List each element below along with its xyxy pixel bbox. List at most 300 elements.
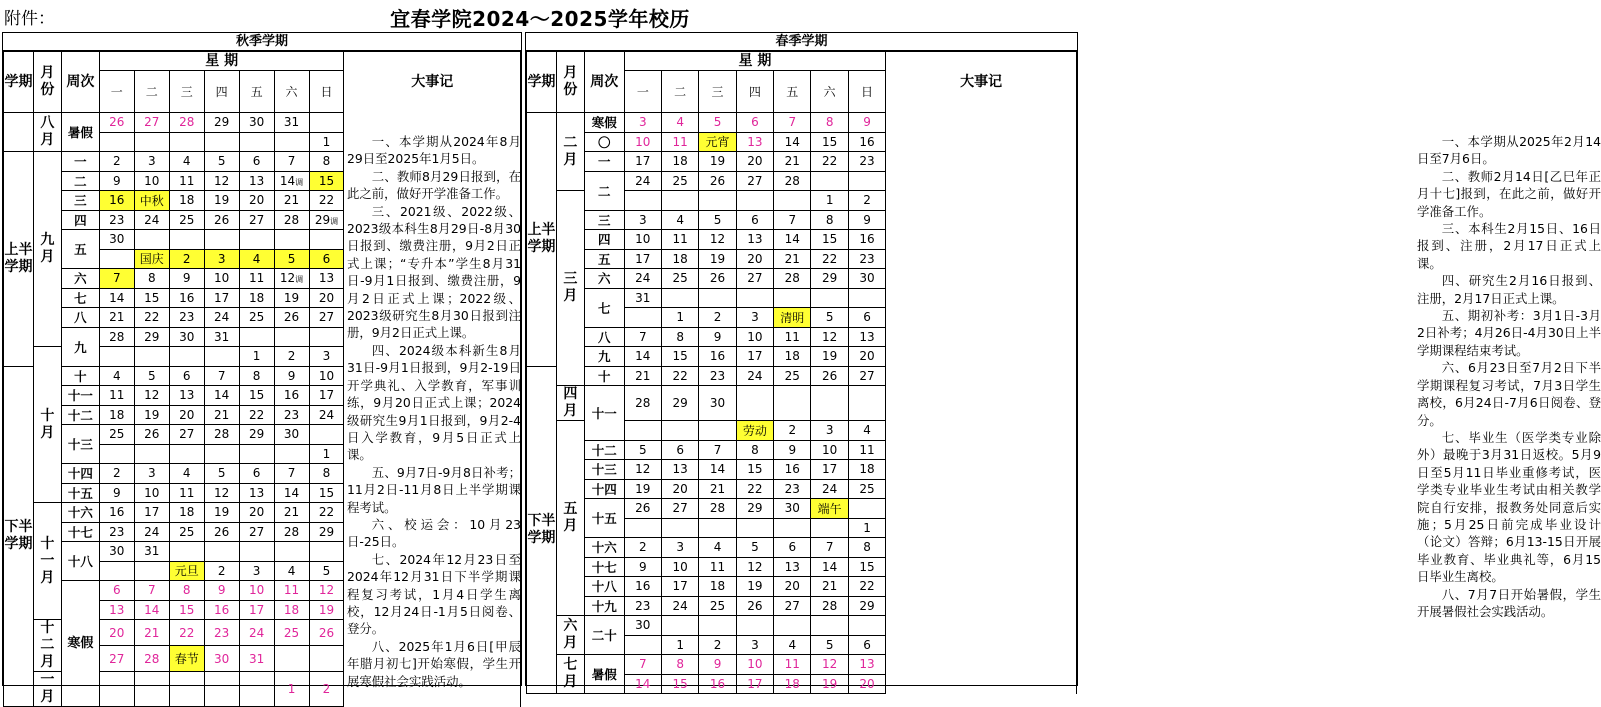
day-cell	[204, 483, 239, 503]
event-item: 六、校运会：10月23日-25日。	[347, 516, 521, 550]
day-number: 5	[713, 212, 722, 227]
day-number: 元旦	[174, 564, 199, 579]
day-cell	[811, 421, 848, 441]
event-item: 四、2024级本科新生8月31日-9月1日报到，9月2-19日开学典礼、入学教育，军事训练，9月20日正式上课；2024级研究生9月1日报到，9月2-4日入学教育，9月5日正式上课。	[347, 342, 521, 463]
day-number: 11	[784, 329, 800, 344]
day-cell	[848, 655, 885, 675]
month-cell: 八月	[33, 113, 61, 152]
day-number: 3	[147, 154, 156, 169]
day-cell	[134, 113, 169, 133]
week-number-cell: 九	[584, 347, 624, 367]
day-number: 10	[747, 657, 763, 672]
day-number: 4	[788, 637, 797, 652]
events-header: 大事记	[344, 52, 521, 113]
day-cell	[774, 171, 811, 191]
day-cell	[661, 249, 698, 269]
calendar-row	[527, 366, 1077, 386]
empty-day-cell	[624, 635, 661, 655]
day-number: 12	[279, 271, 296, 286]
day-number: 1	[863, 520, 871, 535]
day-cell	[736, 327, 773, 347]
day-cell	[661, 308, 698, 328]
day-number: 13	[747, 134, 763, 149]
day-number: 11	[283, 583, 300, 598]
day-number: 2	[112, 154, 121, 169]
day-number: 3	[825, 423, 834, 438]
events-column-cell	[886, 308, 1077, 328]
calendar-row	[4, 113, 521, 133]
day-cell	[169, 600, 204, 620]
day-number: 25	[709, 598, 726, 613]
events-column-cell	[886, 288, 1077, 308]
day-cell	[661, 171, 698, 191]
day-number: 21	[635, 368, 651, 383]
day-cell	[848, 132, 885, 152]
week-number-cell: 四	[584, 230, 624, 250]
day-number: 7	[713, 442, 722, 457]
day-cell	[736, 171, 773, 191]
day-number: 11	[179, 173, 195, 188]
day-cell	[99, 308, 134, 328]
day-number: 23	[709, 368, 726, 383]
day-number: 13	[109, 602, 125, 617]
weekday-header: 六	[274, 71, 309, 113]
empty-day-cell	[274, 132, 309, 152]
empty-day-cell	[661, 288, 698, 308]
day-number: 23	[214, 625, 230, 640]
day-number: 24	[248, 625, 265, 640]
day-number: 29	[248, 427, 265, 442]
day-cell	[699, 440, 736, 460]
day-number: 19	[747, 579, 763, 594]
day-number: 21	[822, 579, 838, 594]
day-number: 22	[144, 310, 160, 325]
day-cell	[204, 171, 239, 191]
day-number: 16	[283, 388, 300, 403]
day-cell	[274, 464, 309, 484]
empty-day-cell	[811, 518, 848, 538]
weekday-header: 日	[848, 71, 885, 113]
day-cell	[309, 672, 344, 707]
month-header: 月份	[33, 52, 61, 113]
day-cell	[811, 152, 848, 172]
day-number: 24	[214, 310, 230, 325]
day-number: 22	[318, 505, 335, 520]
day-number: 26	[709, 173, 726, 188]
day-number: 国庆	[139, 252, 164, 267]
day-number: 11	[672, 232, 688, 247]
events-column-cell	[344, 113, 521, 133]
day-number: 22	[859, 579, 875, 594]
autumn-semester-panel	[2, 32, 522, 705]
day-cell	[624, 479, 661, 499]
day-cell	[811, 655, 848, 675]
day-number: 27	[784, 598, 800, 613]
day-number: 14	[784, 232, 800, 247]
autumn-semester-title: 秋季学期	[3, 33, 521, 51]
day-cell	[661, 596, 698, 616]
empty-day-cell	[204, 672, 239, 707]
day-cell	[848, 674, 885, 694]
empty-day-cell	[134, 347, 169, 367]
day-cell	[274, 561, 309, 581]
semester-header: 学期	[4, 52, 34, 113]
week-number-cell: 十六	[61, 503, 99, 523]
week-number-cell: 五	[584, 249, 624, 269]
day-number: 8	[751, 442, 759, 457]
day-number: 25	[179, 212, 195, 227]
event-item: 三、本科生2月15日、16日报到、注册，2月17日正式上课。	[1417, 221, 1601, 271]
day-number: 6	[863, 310, 871, 325]
day-cell	[99, 366, 134, 386]
week-number-cell: 十八	[61, 542, 99, 581]
empty-day-cell	[204, 444, 239, 464]
empty-day-cell	[239, 327, 274, 347]
day-number: 24	[144, 212, 160, 227]
day-number: 15	[672, 676, 688, 691]
autumn-events-text	[347, 133, 521, 690]
week-number-cell: 十二	[61, 405, 99, 425]
day-number: 2	[287, 349, 296, 364]
day-cell	[699, 635, 736, 655]
calendar-row	[527, 499, 1077, 519]
day-number: 13	[179, 388, 195, 403]
weekday-header: 六	[811, 71, 848, 113]
day-number: 3	[639, 212, 647, 227]
day-number: 21	[784, 251, 800, 266]
events-column-cell	[886, 269, 1077, 289]
day-cell	[169, 366, 204, 386]
event-item: 三、2021级、2022级、2023级本科生8月29日-8月30日报到、缴费注册，9月2日正式上课；“专升本”学生8月31日-9月1日报到、缴费注册，9月2日正式上课；2022级、2023级研究生8月30日报到注册，9月2日正式上课。	[347, 203, 521, 341]
empty-day-cell	[169, 347, 204, 367]
empty-day-cell	[169, 672, 204, 707]
week-number-cell: 五	[61, 230, 99, 269]
day-cell	[274, 366, 309, 386]
day-cell	[848, 518, 885, 538]
day-number: 12	[635, 462, 651, 477]
day-cell	[274, 152, 309, 172]
day-number: 19	[214, 193, 230, 208]
day-number: 26	[214, 524, 230, 539]
empty-day-cell	[736, 518, 773, 538]
day-cell	[811, 635, 848, 655]
week-number-cell: 十三	[61, 425, 99, 464]
day-number: 20	[784, 579, 800, 594]
empty-day-cell	[774, 616, 811, 636]
calendar-row	[527, 347, 1077, 367]
day-cell	[309, 503, 344, 523]
day-number: 17	[635, 251, 651, 266]
day-number: 16	[784, 462, 800, 477]
day-cell	[736, 460, 773, 480]
day-cell	[661, 674, 698, 694]
week-number-cell: 十四	[584, 479, 624, 499]
day-cell	[774, 479, 811, 499]
day-cell	[661, 499, 698, 519]
day-number: 12	[747, 559, 763, 574]
event-item: 二、教师8月29日报到，在此之前，做好开学准备工作。	[347, 168, 521, 202]
day-cell	[99, 230, 134, 250]
day-cell	[736, 674, 773, 694]
day-cell	[274, 347, 309, 367]
empty-day-cell	[99, 249, 134, 269]
day-number: 14	[283, 485, 300, 500]
day-number: 7	[112, 271, 121, 286]
day-number: 12	[822, 329, 838, 344]
empty-day-cell	[848, 499, 885, 519]
day-cell	[239, 171, 274, 191]
day-number: 17	[747, 349, 763, 364]
day-cell	[169, 405, 204, 425]
empty-day-cell	[736, 191, 773, 211]
day-number: 20	[248, 193, 265, 208]
day-cell	[848, 327, 885, 347]
empty-day-cell	[811, 616, 848, 636]
day-number: 28	[784, 173, 800, 188]
day-number: 3	[217, 251, 226, 266]
day-cell	[309, 405, 344, 425]
day-cell	[624, 327, 661, 347]
event-item: 四、研究生2月16日报到、注册，2月17日正式上课。	[1417, 273, 1601, 306]
day-cell	[309, 308, 344, 328]
day-number: 23	[859, 251, 875, 266]
week-number-cell: 八	[61, 308, 99, 328]
day-cell	[99, 171, 134, 191]
day-cell	[274, 672, 309, 707]
day-cell	[811, 347, 848, 367]
day-number: 6	[788, 540, 797, 555]
week-number-cell: 十	[61, 366, 99, 386]
weekday-header: 四	[204, 71, 239, 113]
empty-day-cell	[661, 616, 698, 636]
day-number: 21	[283, 193, 300, 208]
empty-day-cell	[134, 132, 169, 152]
day-cell	[811, 132, 848, 152]
day-number: 21	[144, 625, 160, 640]
day-cell	[239, 288, 274, 308]
day-number: 19	[822, 676, 838, 691]
day-number: 2	[322, 682, 331, 696]
events-header: 大事记	[886, 52, 1077, 113]
day-number: 2	[182, 251, 191, 266]
day-number: 19	[709, 154, 726, 169]
day-number: 4	[182, 154, 191, 169]
week-number-cell: 十	[584, 366, 624, 386]
day-number: 26	[144, 427, 160, 442]
day-cell	[736, 366, 773, 386]
adjusted-day-note: 调	[330, 216, 339, 226]
empty-day-cell	[134, 672, 169, 707]
day-cell	[169, 288, 204, 308]
day-number: 7	[788, 115, 797, 130]
events-column-cell	[886, 460, 1077, 480]
day-cell	[309, 347, 344, 367]
day-number: 6	[676, 442, 684, 457]
events-column-cell	[886, 386, 1077, 421]
day-number: 19	[822, 349, 838, 364]
day-number: 20	[859, 349, 875, 364]
day-cell	[204, 503, 239, 523]
day-number: 16	[709, 349, 726, 364]
day-cell	[239, 308, 274, 328]
day-cell	[699, 577, 736, 597]
day-number: 7	[825, 540, 834, 555]
day-cell	[661, 655, 698, 675]
day-number: 中秋	[139, 193, 164, 208]
day-number: 7	[147, 583, 156, 598]
day-cell	[774, 347, 811, 367]
day-cell	[134, 210, 169, 230]
day-cell	[699, 308, 736, 328]
semester-half-cell: 上半学期	[4, 152, 34, 367]
day-number: 17	[672, 579, 688, 594]
day-cell	[811, 327, 848, 347]
day-number: 5	[147, 368, 156, 383]
day-cell	[99, 386, 134, 406]
weekday-header: 一	[624, 71, 661, 113]
day-number: 25	[672, 271, 688, 286]
day-cell	[624, 113, 661, 133]
day-cell	[99, 288, 134, 308]
day-number: 30	[859, 271, 875, 286]
day-number: 24	[318, 407, 335, 422]
day-number: 28	[635, 396, 651, 410]
spring-calendar-table	[526, 51, 1077, 694]
empty-day-cell	[99, 561, 134, 581]
day-number: 15	[822, 134, 838, 149]
day-cell	[699, 327, 736, 347]
week-number-cell: 十三	[584, 460, 624, 480]
day-cell	[661, 557, 698, 577]
empty-day-cell	[99, 444, 134, 464]
day-cell	[239, 269, 274, 289]
day-number: 15	[144, 290, 160, 305]
adjusted-day-note: 调	[295, 177, 304, 187]
month-cell: 六月	[556, 616, 584, 655]
day-cell	[624, 249, 661, 269]
day-cell	[309, 191, 344, 211]
day-number: 19	[283, 290, 300, 305]
day-number: 1	[252, 349, 261, 364]
events-column-cell	[886, 616, 1077, 636]
day-cell	[204, 288, 239, 308]
day-number: 27	[109, 651, 125, 666]
day-cell	[309, 522, 344, 542]
day-cell	[624, 347, 661, 367]
events-column-cell	[886, 249, 1077, 269]
day-number: 9	[788, 442, 797, 457]
day-cell	[204, 522, 239, 542]
day-cell	[848, 479, 885, 499]
day-number: 23	[635, 598, 651, 613]
empty-day-cell	[134, 561, 169, 581]
day-cell	[204, 113, 239, 133]
day-number: 14	[635, 676, 651, 691]
day-cell	[134, 425, 169, 445]
day-cell	[811, 499, 848, 519]
empty-day-cell	[309, 542, 344, 562]
day-number: 13	[248, 173, 265, 188]
day-number: 28	[822, 598, 838, 613]
weekday-header: 日	[309, 71, 344, 113]
day-number: 8	[863, 540, 871, 555]
month-cell: 十二月	[33, 620, 61, 672]
event-item: 六、6月23日至7月2日下半学期课程复习考试，7月3日学生离校，6月24日-7月6日阅卷、登分。	[1417, 360, 1601, 428]
day-number: 16	[635, 579, 651, 594]
day-number: 26	[214, 212, 230, 227]
day-cell	[848, 421, 885, 441]
day-cell	[699, 479, 736, 499]
day-cell	[848, 269, 885, 289]
empty-day-cell	[661, 518, 698, 538]
week-number-cell: 四	[61, 210, 99, 230]
day-cell	[774, 210, 811, 230]
day-cell	[699, 347, 736, 367]
event-item: 八、2025年1月6日[甲辰年腊月初七]开始寒假，学生开展寒假社会实践活动。	[347, 638, 521, 689]
day-number: 27	[859, 368, 875, 383]
day-number: 1	[676, 637, 684, 652]
empty-day-cell	[169, 132, 204, 152]
day-cell	[99, 620, 134, 646]
day-number: 22	[822, 251, 838, 266]
semester-half-cell: 下半学期	[4, 366, 34, 707]
week-number-cell: 暑假	[61, 113, 99, 152]
calendar-row	[527, 210, 1077, 230]
week-number-cell: 十六	[584, 538, 624, 558]
day-number: 29	[214, 115, 230, 130]
day-cell	[309, 366, 344, 386]
day-cell	[134, 503, 169, 523]
day-cell	[239, 386, 274, 406]
day-cell	[624, 386, 661, 421]
events-column-cell	[886, 421, 1077, 441]
day-number: 4	[182, 466, 191, 481]
calendar-row	[527, 152, 1077, 172]
day-cell	[169, 308, 204, 328]
day-number: 12	[709, 232, 726, 247]
day-cell	[848, 460, 885, 480]
calendar-row	[527, 460, 1077, 480]
day-cell	[239, 646, 274, 672]
day-cell	[309, 483, 344, 503]
day-cell	[99, 646, 134, 672]
day-cell	[774, 596, 811, 616]
day-cell	[624, 366, 661, 386]
month-cell: 一月	[33, 672, 61, 707]
month-cell: 五月	[556, 421, 584, 616]
day-cell	[736, 577, 773, 597]
day-cell	[661, 460, 698, 480]
week-number-cell: 十八	[584, 577, 624, 597]
day-number: 13	[859, 329, 875, 344]
day-cell	[274, 483, 309, 503]
day-number: 28	[109, 329, 125, 344]
day-number: 7	[287, 154, 296, 169]
day-cell	[134, 581, 169, 601]
day-cell	[204, 269, 239, 289]
spring-semester-title: 春季学期	[526, 33, 1077, 51]
day-cell	[274, 405, 309, 425]
day-cell	[774, 113, 811, 133]
events-column-cell	[886, 577, 1077, 597]
day-number: 31	[248, 651, 265, 666]
day-number: 17	[144, 505, 160, 520]
day-number: 10	[214, 271, 230, 286]
calendar-row	[527, 230, 1077, 250]
day-cell	[274, 249, 309, 269]
week-number-cell: 二十	[584, 616, 624, 655]
day-cell	[134, 269, 169, 289]
